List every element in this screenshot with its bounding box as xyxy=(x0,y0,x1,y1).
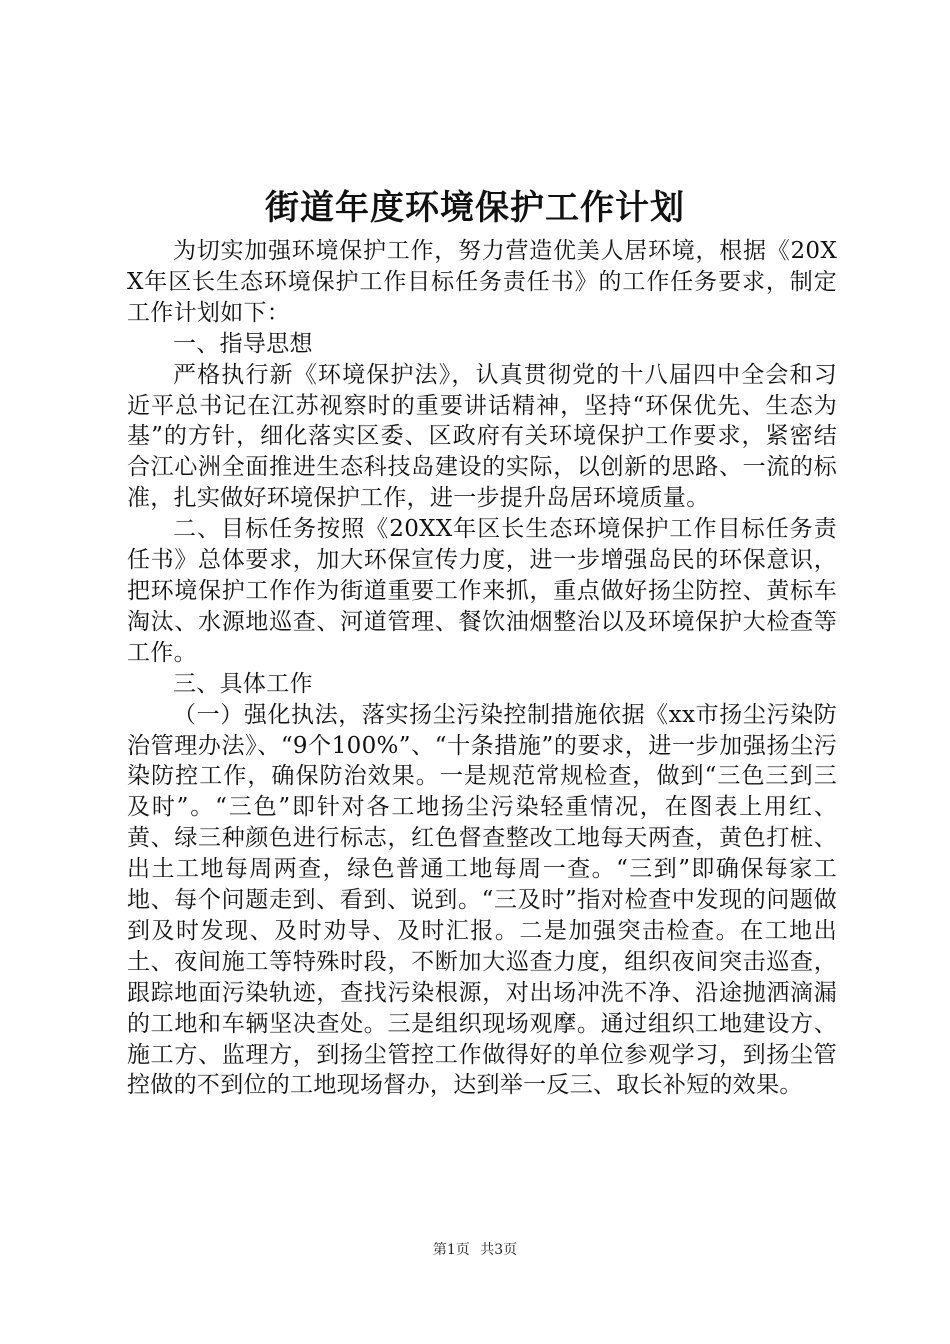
page-total: 共3页 xyxy=(480,1242,518,1258)
heading-specific-work: 三、具体工作 xyxy=(173,670,313,697)
paragraph-targets: 二、目标任务按照《20XX年区长生态环境保护工作目标任务责任书》总体要求，加大环保宣传力度，进一步增强岛民的环保意识，把环境保护工作作为街道重要工作来抓，重点做好扬尘防控、黄标车淘汰、水源地巡查、河道管理、餐饮油烟整治以及环境保护大检查等工作。 xyxy=(127,516,837,666)
paragraph-intro: 为切实加强环境保护工作，努力营造优美人居环境，根据《20XX年区长生态环境保护工作目标任务责任书》的工作任务要求，制定工作计划如下： xyxy=(127,238,837,326)
document-body xyxy=(127,236,837,1101)
page-number: 第1页 xyxy=(432,1242,470,1258)
heading-guiding-ideology: 一、指导思想 xyxy=(173,330,313,357)
document-title: 街道年度环境保护工作计划 xyxy=(265,188,685,228)
page-footer xyxy=(0,1240,950,1260)
paragraph-guiding-ideology: 严格执行新《环境保护法》，认真贯彻党的十八届四中全会和习近平总书记在江苏视察时的重要讲话精神，坚持“环保优先、生态为基”的方针，细化落实区委、区政府有关环境保护工作要求，紧密结合江心洲全面推进生态科技岛建设的实际，以创新的思路、一流的标准，扎实做好环境保护工作，进一步提升岛居环境质量。 xyxy=(127,361,837,512)
paragraph-dust-control: （一）强化执法，落实扬尘污染控制措施依据《xx市扬尘污染防治管理办法》、“9个100%”、“十条措施”的要求，进一步加强扬尘污染防控工作，确保防治效果。一是规范常规检查，做到“三色三到三及时”。“三色”即针对各工地扬尘污染轻重情况，在图表上用红、黄、绿三种颜色进行标志，红色督查整改工地每天两查，黄色打桩、出土工地每周两查，绿色普通工地每周一查。“三到”即确保每家工地、每个问题走到、看到、说到。“三及时”指对检查中发现的问题做到及时发现、及时劝导、及时汇报。二是加强突击检查。在工地出土、夜间施工等特殊时段，不断加大巡查力度，组织夜间突击巡查，跟踪地面污染轨迹，查找污染根源，对出场冲洗不净、沿途抛洒滴漏的工地和车辆坚决查处。三是组织现场观摩。通过组织工地建设方、施工方、监理方，到扬尘管控工作做得好的单位参观学习，到扬尘管控做的不到位的工地现场督办，达到举一反三、取长补短的效果。 xyxy=(127,701,837,1099)
